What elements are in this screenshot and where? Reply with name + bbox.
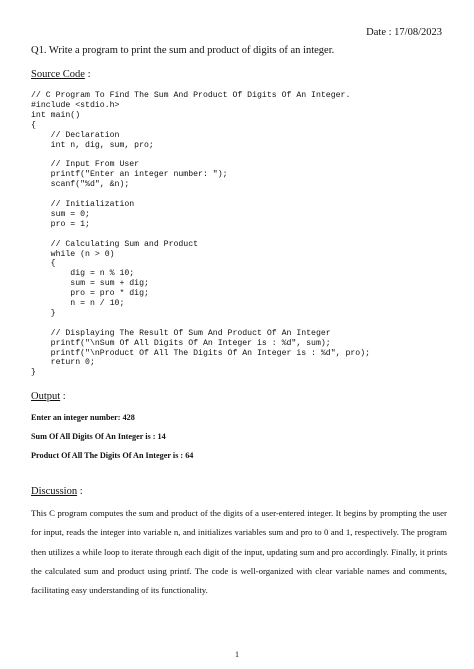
source-code-heading-colon: : [84,69,91,80]
question-text: Q1. Write a program to print the sum and product of digits of an integer. [31,45,335,56]
discussion-heading [31,486,83,497]
output-line-input: Enter an integer number: 428 [31,413,135,422]
output-heading [31,391,66,402]
source-code-heading-label: Source Code [31,69,85,80]
output-line-sum: Sum Of All Digits Of An Integer is : 14 [31,432,166,441]
output-heading-colon: : [60,391,66,402]
document-date: Date : 17/08/2023 [366,27,442,38]
output-heading-label: Output [31,391,61,402]
source-code-heading [31,69,91,80]
output-line-product: Product Of All The Digits Of An Integer is : 64 [31,451,194,460]
discussion-paragraph: This C program computes the sum and product of the digits of a user-entered integer. It begins by prompting the user for input, reads the integer into variable n, and initializes variables sum and pro to 0 and 1, respectively. The program then utilizes a while loop to iterate through each digit of the input, updating sum and pro accordingly. Finally, it prints the calculated sum and product using printf. The code is well-organized with clear variable names and comments, facilitating easy understanding of its functionality. [31,508,447,596]
page-number: 1 [235,650,239,659]
source-code-block: // C Program To Find The Sum And Product Of Digits Of An Integer. #include <stdio.h> int main() { // Declaration int n, dig, sum, pro; // Input From User printf("Enter an integer number: "); scanf("%d", &n); // Initialization sum = 0; pro = 1; // Calculating Sum and Product while (n > 0) { dig = n % 10; sum = sum + dig; pro = pro * dig; n = n / 10; } // Displaying The Result Of Sum And Product Of An Integer printf("\nSum Of All Digits Of An Integer is : %d", sum); printf("\nProduct Of All The Digits Of An Integer is : %d", pro); return 0; } [31,91,371,378]
discussion-heading-colon: : [77,486,83,497]
discussion-heading-label: Discussion [31,486,78,497]
